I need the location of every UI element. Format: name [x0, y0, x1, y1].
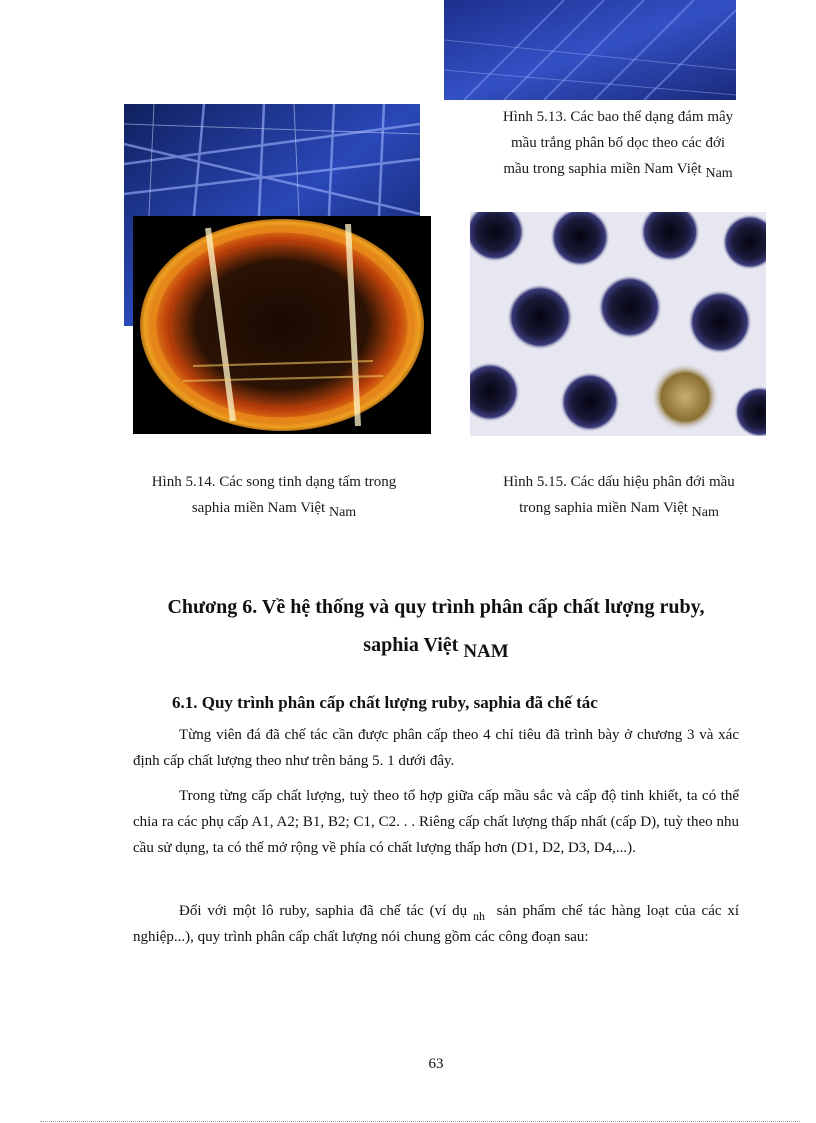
paragraph-1 [133, 722, 739, 774]
figure-5-13-caption [462, 104, 774, 183]
figure-5-13-photo [444, 0, 736, 100]
figure-5-14-caption [116, 469, 432, 522]
caption-line [116, 495, 432, 522]
caption-line: Hình 5.15. Các dấu hiệu phân đới mầu [503, 474, 735, 490]
caption-text: mầu trong saphia miền Nam Việt [503, 161, 702, 177]
figure-5-15-caption [462, 469, 776, 522]
caption-line [462, 156, 774, 183]
caption-line: Hình 5.14. Các song tinh dạng tấm trong [151, 474, 397, 490]
caption-line: mầu trắng phân bố dọc theo các đới [510, 135, 726, 151]
paragraph-2 [133, 783, 739, 861]
paragraph-text: sản phẩm chế tác hàng loạt của các xí nghiệp...), quy trình phân cấp chất lượng nói chung gồm các công đoạn sau: [133, 903, 740, 945]
paragraph-text: Trong từng cấp chất lượng, tuỳ theo tổ hợp giữa cấp mầu sắc và cấp độ tinh khiết, ta có thể chia ra các phụ cấp A1, A2; B1, B2; C1, C2. . . Riêng cấp chất lượng thấp nhất (cấp D), tuỳ theo nhu cầu sử dụng, ta có thể mở rộng về phía có chất lượng thấp hơn (D1, D2, D3, D4,...). [133, 788, 739, 856]
paragraph-subscript: nh [472, 909, 485, 923]
chapter-title-text: saphia Việt [363, 634, 459, 656]
chapter-title [0, 588, 816, 665]
paragraph-text: Từng viên đá đã chế tác cần được phân cấp theo 4 chỉ tiêu đã trình bày ở chương 3 và xác định cấp chất lượng theo như trên bảng 5. 1 dưới đây. [133, 727, 739, 769]
chapter-title-line [0, 626, 816, 665]
section-heading: 6.1. Quy trình phân cấp chất lượng ruby, saphia đã chế tác [172, 693, 598, 712]
figure-5-14-photo [133, 216, 431, 434]
chapter-title-line: Chương 6. Về hệ thống và quy trình phân cấp chất lượng ruby, [167, 596, 705, 618]
caption-subscript: Nam [328, 505, 357, 520]
paragraph-text: Đối với một lô ruby, saphia đã chế tác (ví dụ [179, 903, 468, 919]
page-number: 63 [428, 1056, 444, 1072]
caption-subscript: Nam [705, 166, 733, 181]
paragraph-3 [133, 898, 739, 950]
caption-line [462, 495, 776, 522]
chapter-title-subscript: NAM [463, 641, 509, 662]
caption-line: Hình 5.13. Các bao thể dạng đám mây [502, 109, 734, 125]
figure-5-15-photo [470, 212, 766, 436]
page-bottom-divider [40, 1121, 800, 1122]
caption-subscript: Nam [691, 505, 719, 520]
caption-text: trong saphia miền Nam Việt [519, 500, 688, 516]
caption-text: saphia miền Nam Việt [191, 500, 326, 516]
